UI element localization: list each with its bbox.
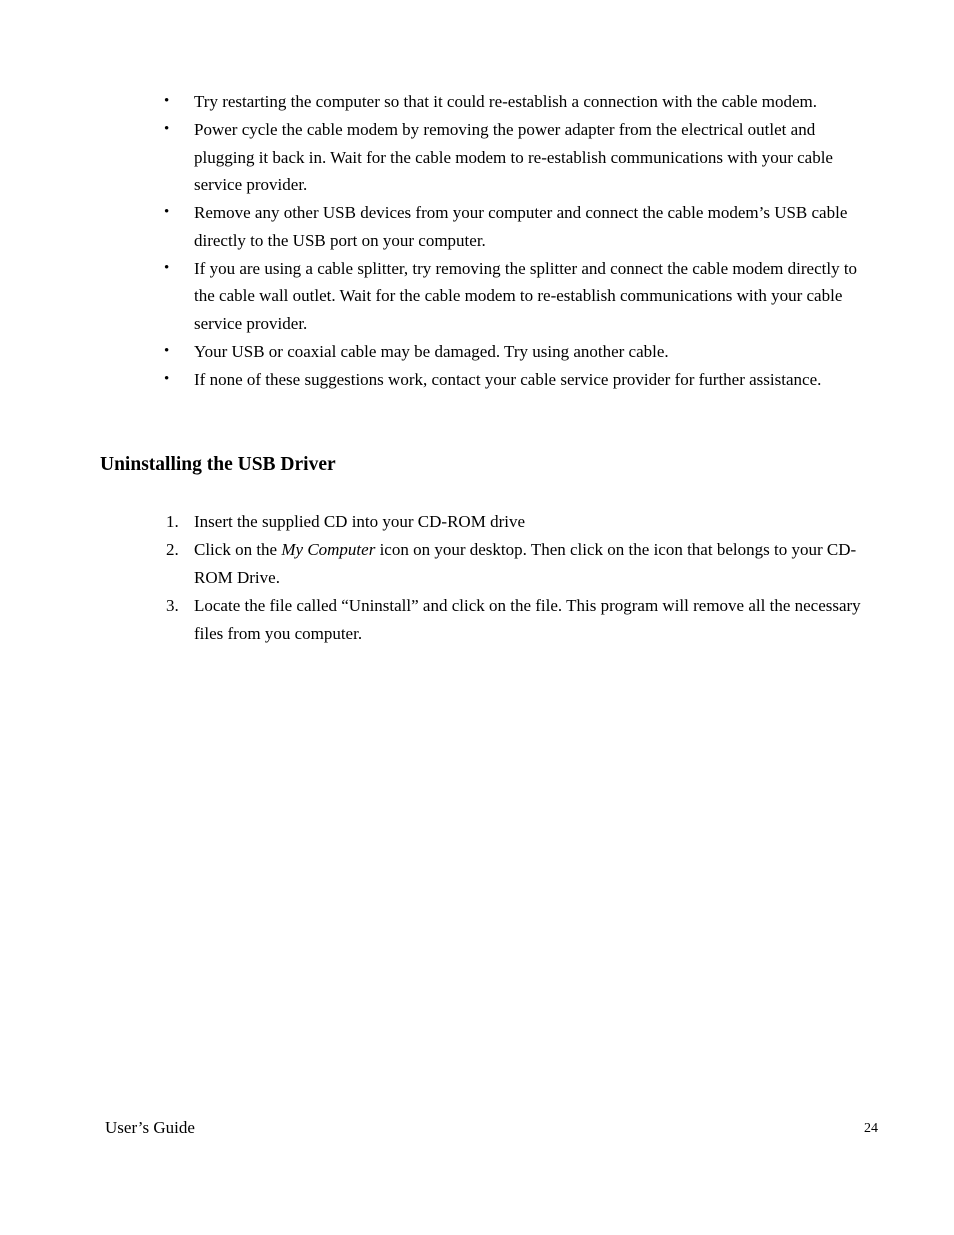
list-item [164,88,874,116]
step-number: 3. [166,596,179,615]
step-emphasis: My Computer [281,540,376,559]
list-item-text: If you are using a cable splitter, try removing the splitter and connect the cable modem directly to the cable wall outlet. Wait for the cable modem to re-establish communications with your cable service provider. [194,258,858,333]
list-item [164,338,874,366]
list-item [164,199,874,254]
list-item-text: Try restarting the computer so that it could re-establish a connection with the cable modem. [194,92,818,111]
troubleshooting-bullet-list [164,88,874,394]
list-item [164,366,874,394]
list-item-text: Remove any other USB devices from your computer and connect the cable modem’s USB cable directly to the USB port on your computer. [194,203,848,250]
bullet-icon: • [164,204,170,220]
footer-guide-title: User’s Guide [105,1118,195,1137]
list-item [164,255,874,338]
bullet-icon: • [164,93,170,109]
list-item-text: Power cycle the cable modem by removing the power adapter from the electrical outlet and plugging it back in. Wait for the cable modem to re-establish communications with your cable service provider. [194,120,833,194]
step-number: 1. [166,512,179,531]
step-number: 2. [166,540,179,559]
step-item [164,592,874,648]
step-item [164,536,874,592]
step-text: Insert the supplied CD into your CD-ROM drive [194,512,525,531]
bullet-icon: • [164,259,170,276]
uninstall-steps-list [164,508,874,648]
bullet-icon: • [164,121,170,137]
step-text: icon on your desktop. Then click on the icon that belongs to your CD-ROM Drive. [194,540,857,587]
bullet-icon: • [164,370,170,387]
bullet-icon: • [164,342,170,359]
section-heading: Uninstalling the USB Driver [100,454,336,475]
step-text: Click on the [194,540,282,559]
list-item-text: Your USB or coaxial cable may be damaged. Try using another cable. [194,341,669,361]
list-item-text: If none of these suggestions work, contact your cable service provider for further assistance. [194,369,822,389]
list-item [164,116,874,199]
step-text: Locate the file called “Uninstall” and click on the file. This program will remove all the necessary files from you computer. [194,596,861,643]
step-item [164,508,874,536]
page-number: 24 [864,1121,878,1136]
